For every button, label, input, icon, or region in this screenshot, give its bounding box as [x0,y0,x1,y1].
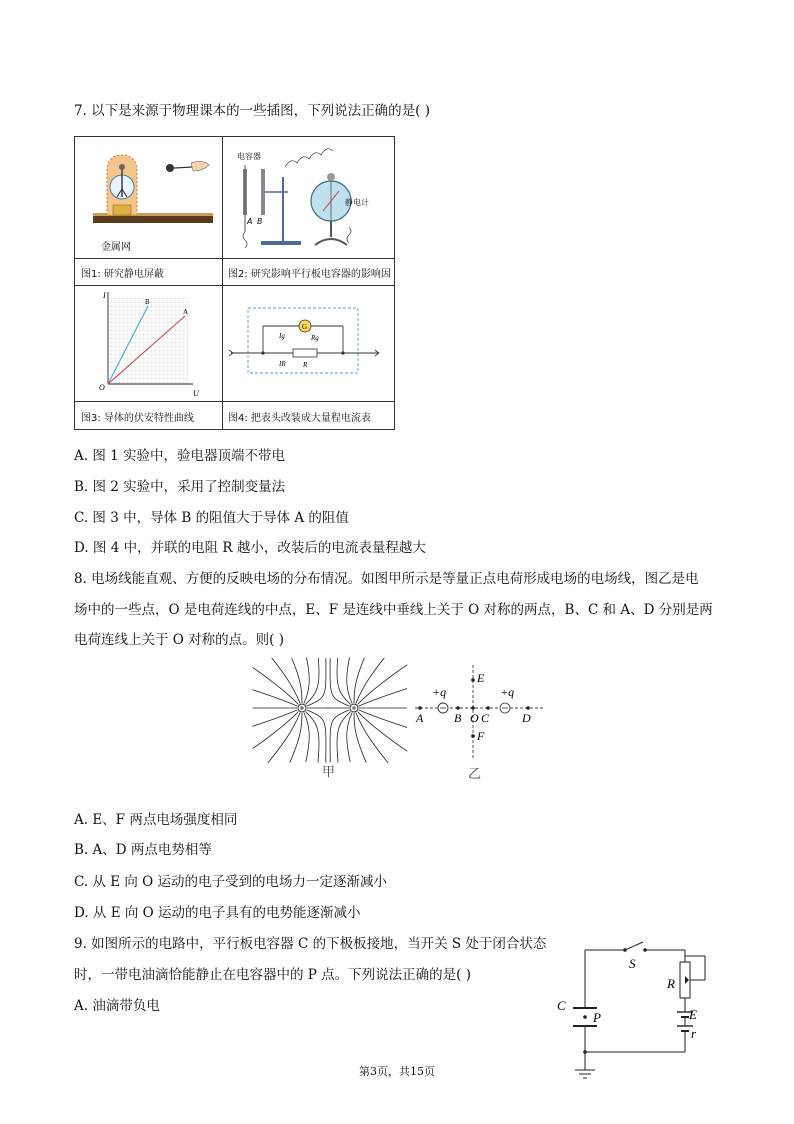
pt-f: F [477,729,485,743]
pt-d: D [522,711,531,725]
field-line [359,689,408,707]
fig2-meter-label: 静电计 [345,198,369,207]
fig3-caption: 图3: 导体的伏安特性曲线 [81,413,194,424]
fig3-axis-u: U [193,389,199,398]
field-line [354,713,366,763]
q8-stem-line1: 8. 电场线能直观、方便的反映电场的分布情况。如图甲所示是等量正点电荷形成电场的电场线，图乙是电 [74,571,699,587]
fig2-capacitor-label: 电容器 [237,152,261,161]
fig-yi-label: 乙 [468,766,482,781]
fig2-a-label: A [247,217,253,226]
points-figure [410,660,550,785]
q8-option-a: A. E、F 两点电场强度相同 [74,812,238,828]
fig4-rg: Rg [311,334,319,342]
field-line [268,713,300,763]
circuit-r-big: R [667,976,675,991]
page-footer: 第3页，共15页 [359,1065,435,1078]
q9-stem-line2: 时，一带电油滴恰能静止在电容器中的 P 点。下列说法正确的是( ) [74,967,471,983]
q7-option-d: D. 图 4 中，并联的电阻 R 越小，改装后的电流表量程越大 [74,540,426,556]
fig1-caption: 图1: 研究静电屏蔽 [81,269,164,280]
pt-a: A [416,711,424,725]
q7-option-b: B. 图 2 实验中，采用了控制变量法 [74,479,286,495]
fig3-origin: O [99,383,105,392]
field-lines-figure [250,655,410,780]
fig4-caption: 图4: 把表头改装成大量程电流表 [228,413,371,424]
fig1-image [75,137,222,258]
fig-jia-label: 甲 [322,764,336,779]
circuit-p: P [593,1010,601,1025]
q8-option-c: C. 从 E 向 O 运动的电子受到的电场力一定逐渐减小 [74,874,388,890]
field-line [304,658,309,704]
field-line [356,658,385,704]
fig3-line-b: B [145,298,150,306]
circuit-s: S [629,956,636,971]
q8-stem-line3: 电荷连线上关于 O 对称的点。则( ) [74,632,284,648]
circuit-c: C [557,998,566,1013]
fig4-g: G [302,323,308,331]
q9-option-a: A. 油滴带负电 [74,998,160,1014]
fig2-caption: 图2: 研究影响平行板电容器的影响因 [228,269,391,280]
field-line [304,713,309,762]
fig3-line-a: A [183,308,189,316]
pt-plus-q-left: +q [432,685,447,699]
q7-option-c: C. 图 3 中，导体 B 的阻值大于导体 A 的阻值 [74,510,349,526]
fig2-image [223,137,394,258]
q8-option-b: B. A、D 两点电势相等 [74,842,212,858]
pt-e: E [477,671,485,685]
pt-plus-q-right: +q [500,685,515,699]
q7-option-a: A. 图 1 实验中，验电器顶端不带电 [74,448,286,464]
field-line [347,713,352,762]
pt-o: O [470,711,479,725]
q8-option-d: D. 从 E 向 O 运动的电子具有的电势能逐渐减小 [74,905,361,921]
fig4-r: R [303,361,308,369]
pt-b: B [454,711,462,725]
field-line [252,710,297,726]
q8-stem-line2: 场中的一些点，O 是电荷连线的中点，E、F 是连线中垂线上关于 O 对称的两点，B、C 和 A、D 分别是两 [74,602,713,618]
fig2-b-label: B [257,217,263,226]
fig3-image [75,286,222,401]
pt-c: C [481,711,490,725]
q7-figure-table [74,136,395,430]
field-line [356,713,388,763]
circuit-e: E [689,1007,697,1022]
fig4-image [223,286,394,401]
fig1-label: 金属网 [101,242,131,253]
circuit-r-small: r [691,1026,697,1041]
q9-stem-line1: 9. 如图所示的电路中，平行板电容器 C 的下极板接地，当开关 S 处于闭合状态 [74,936,547,952]
fig4-ir: IR [279,360,286,368]
field-line [272,658,301,704]
field-line [359,710,408,728]
fig3-axis-i: I [103,291,106,300]
field-line [347,658,352,704]
q7-stem: 7. 以下是来源于物理课本的一些插图，下列说法正确的是( ) [74,103,430,119]
fig4-ig: Ig [279,332,285,340]
field-line [252,690,297,706]
field-line [290,713,302,763]
